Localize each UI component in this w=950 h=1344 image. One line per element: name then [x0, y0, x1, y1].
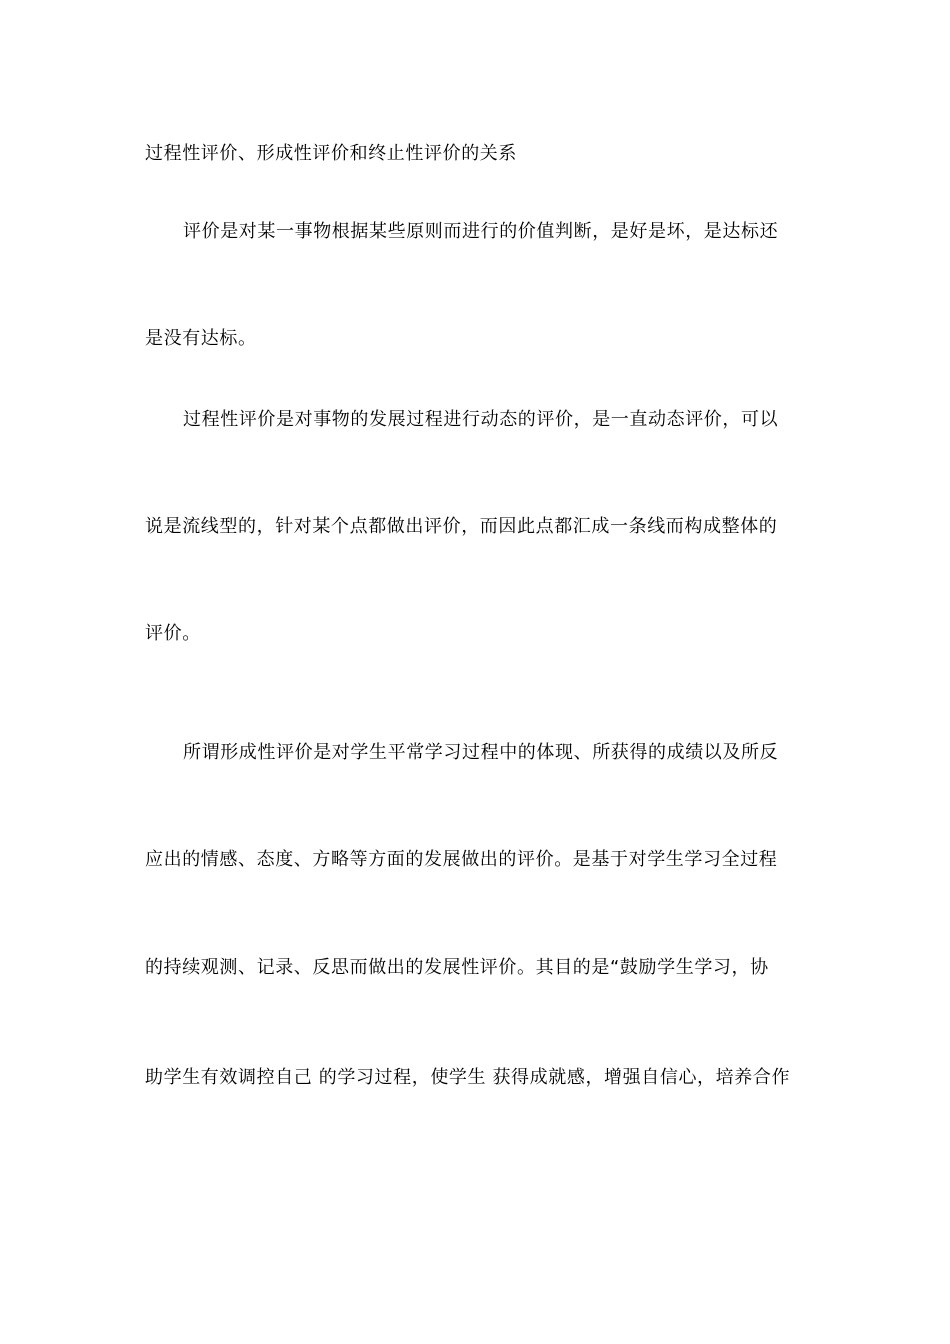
paragraph-line: 评价是对某一事物根据某些原则而进行的价值判断，是好是坏，是达标还 [183, 221, 779, 242]
paragraph-line: 助学生有效调控自己 的学习过程，使学生 获得成就感，增强自信心，培养合作 [145, 1067, 791, 1088]
paragraph-line: 评价。 [145, 623, 201, 644]
paragraph-line: 所谓形成性评价是对学生平常学习过程中的体现、所获得的成绩以及所反 [183, 742, 779, 763]
paragraph-line: 应出的情感、态度、方略等方面的发展做出的评价。是基于对学生学习全过程 [145, 849, 778, 870]
paragraph-line: 是没有达标。 [145, 328, 257, 349]
paragraph-line: 说是流线型的，针对某个点都做出评价，而因此点都汇成一条线而构成整体的 [145, 516, 778, 537]
paragraph-line: 的持续观测、记录、反思而做出的发展性评价。其目的是“鼓励学生学习，协 [145, 957, 769, 978]
paragraph-line: 过程性评价是对事物的发展过程进行动态的评价，是一直动态评价，可以 [183, 409, 779, 430]
document-title: 过程性评价、形成性评价和终止性评价的关系 [145, 143, 517, 164]
